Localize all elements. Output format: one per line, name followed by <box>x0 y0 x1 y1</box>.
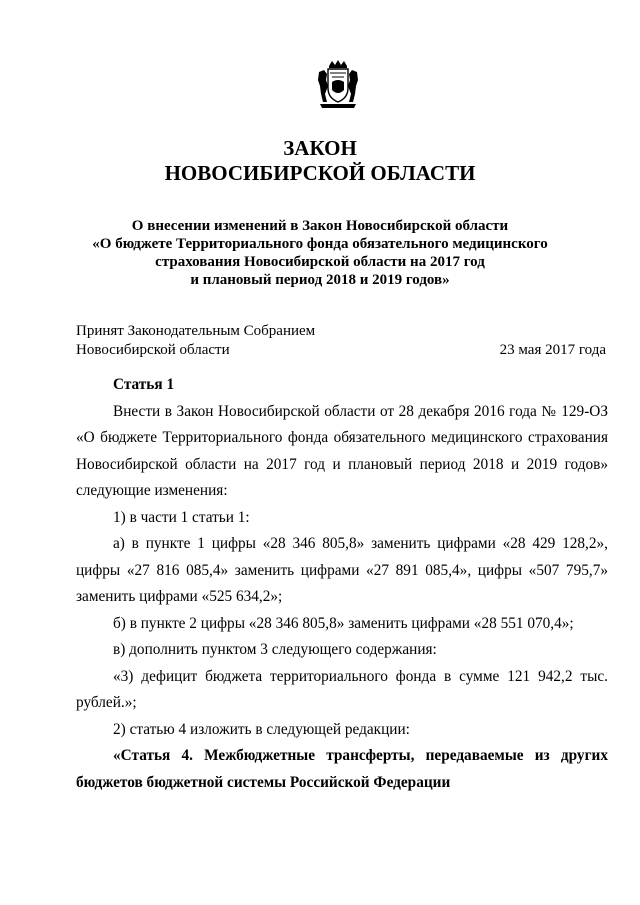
adoption-line: Новосибирской области <box>76 342 230 358</box>
article-4-heading: «Статья 4. Межбюджетные трансферты, передаваемые из других бюджетов бюджетной системы Российской Федерации <box>76 747 608 791</box>
law-title: ЗАКОН <box>283 136 357 160</box>
list-item: 2) статью 4 изложить в следующей редакции: <box>113 720 410 738</box>
list-item: в) дополнить пунктом 3 следующего содержания: <box>113 641 437 658</box>
law-region-title: НОВОСИБИРСКОЙ ОБЛАСТИ <box>164 161 476 185</box>
subtitle-line: «О бюджете Территориального фонда обязательного медицинского <box>92 236 548 252</box>
law-subtitle <box>60 217 580 289</box>
list-item: а) в пункте 1 цифры «28 346 805,8» заменить цифрами «28 429 128,2», цифры «27 816 085,4» заменить цифрами «27 891 085,4», цифры «507 795,7» заменить цифрами «525 634,2»; <box>76 535 608 605</box>
adoption-info <box>76 322 315 360</box>
list-item: 1) в части 1 статьи 1: <box>113 508 250 526</box>
document-body <box>76 372 608 796</box>
adoption-line: Принят Законодательным Собранием <box>76 323 316 339</box>
article-intro: Внести в Закон Новосибирской области от 28 декабря 2016 года № 129-ОЗ «О бюджете Территориального фонда обязательного медицинского страхования Новосибирской области на 2017 год и плановый период 2018 и 2019 годов» следующие изменения: <box>76 402 608 499</box>
list-item: «3) дефицит бюджета территориального фонда в сумме 121 942,2 тыс. рублей.»; <box>76 667 608 711</box>
subtitle-line: О внесении изменений в Закон Новосибирской области <box>131 218 509 234</box>
adoption-date: 23 мая 2017 года <box>499 342 606 358</box>
subtitle-line: и плановый период 2018 и 2019 годов» <box>190 272 450 288</box>
subtitle-line: страхования Новосибирской области на 2017 год <box>155 254 485 270</box>
coat-of-arms-icon <box>316 60 360 110</box>
list-item: б) в пункте 2 цифры «28 346 805,8» заменить цифрами «28 551 070,4»; <box>113 614 574 632</box>
article-heading: Статья 1 <box>113 376 175 393</box>
